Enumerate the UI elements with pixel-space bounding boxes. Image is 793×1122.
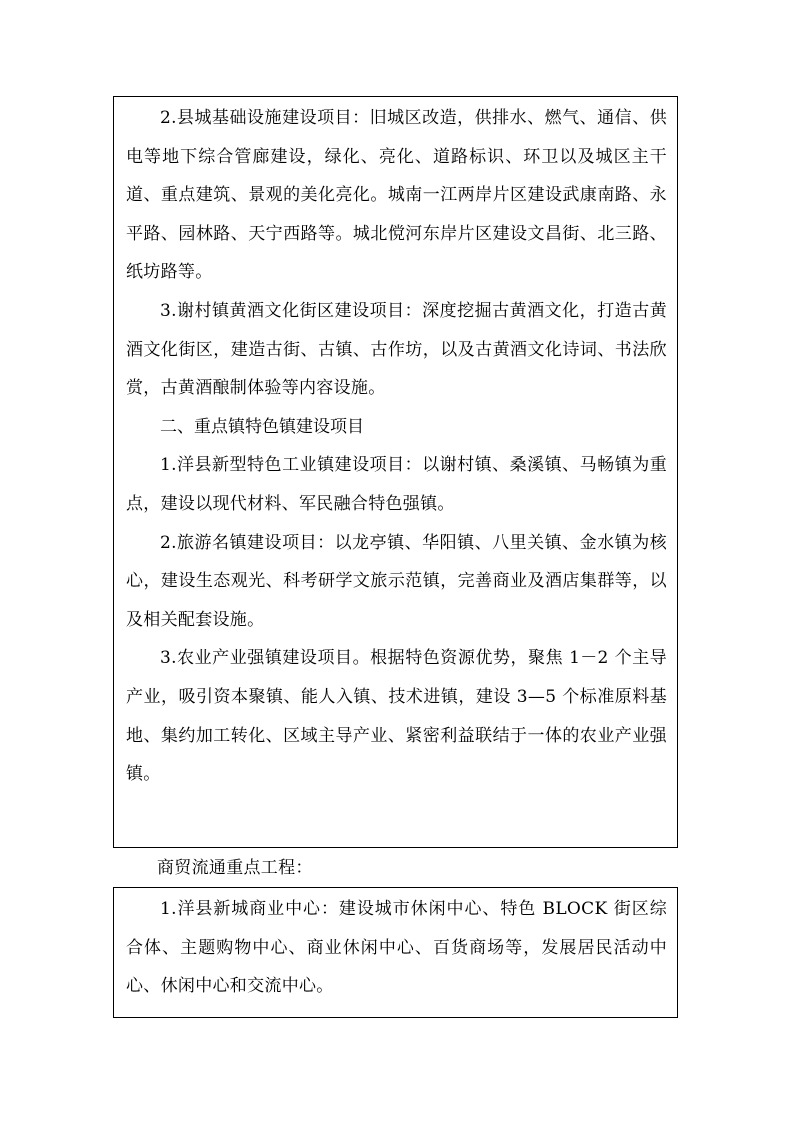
commerce-project-box — [113, 887, 678, 1018]
paragraph-industrial-town: 1.洋县新型特色工业镇建设项目：以谢村镇、桑溪镇、马畅镇为重点，建设以现代材料、军民融合特色强镇。 — [126, 455, 667, 514]
paragraph-county-infrastructure: 2.县城基础设施建设项目：旧城区改造，供排水、燃气、通信、供电等地下综合管廊建设，绿化、亮化、道路标识、环卫以及城区主干道、重点建筑、景观的美化亮化。城南一江两岸片区建设武康南路、永平路、园林路、天宁西路等。城北傥河东岸片区建设文昌街、北三路、纸坊路等。 — [126, 108, 667, 283]
paragraph-agriculture-town: 3.农业产业强镇建设项目。根据特色资源优势，聚焦 1－2 个主导产业，吸引资本聚镇、能人入镇、技术进镇，建设 3—5 个标准原料基地、集约加工转化、区域主导产业、紧密利益联结于一体的农业产业强镇。 — [126, 648, 667, 785]
paragraph-yellow-wine-district: 3.谢村镇黄酒文化街区建设项目：深度挖掘古黄酒文化，打造古黄酒文化街区，建造古街、古镇、古作坊，以及古黄酒文化诗词、书法欣赏，古黄酒酿制体验等内容设施。 — [126, 300, 667, 399]
paragraph-tourism-town: 2.旅游名镇建设项目：以龙亭镇、华阳镇、八里关镇、金水镇为核心，建设生态观光、科考研学文旅示范镇，完善商业及酒店集群等，以及相关配套设施。 — [126, 532, 667, 630]
section-heading-key-towns: 二、重点镇特色镇建设项目 — [160, 416, 364, 437]
commerce-section-label: 商贸流通重点工程： — [157, 858, 313, 878]
paragraph-new-city-commercial-center: 1.洋县新城商业中心：建设城市休闲中心、特色 BLOCK 街区综合体、主题购物中心、商业休闲中心、百货商场等，发展居民活动中心、休闲中心和交流中心。 — [126, 899, 667, 997]
project-list-box — [113, 96, 678, 848]
